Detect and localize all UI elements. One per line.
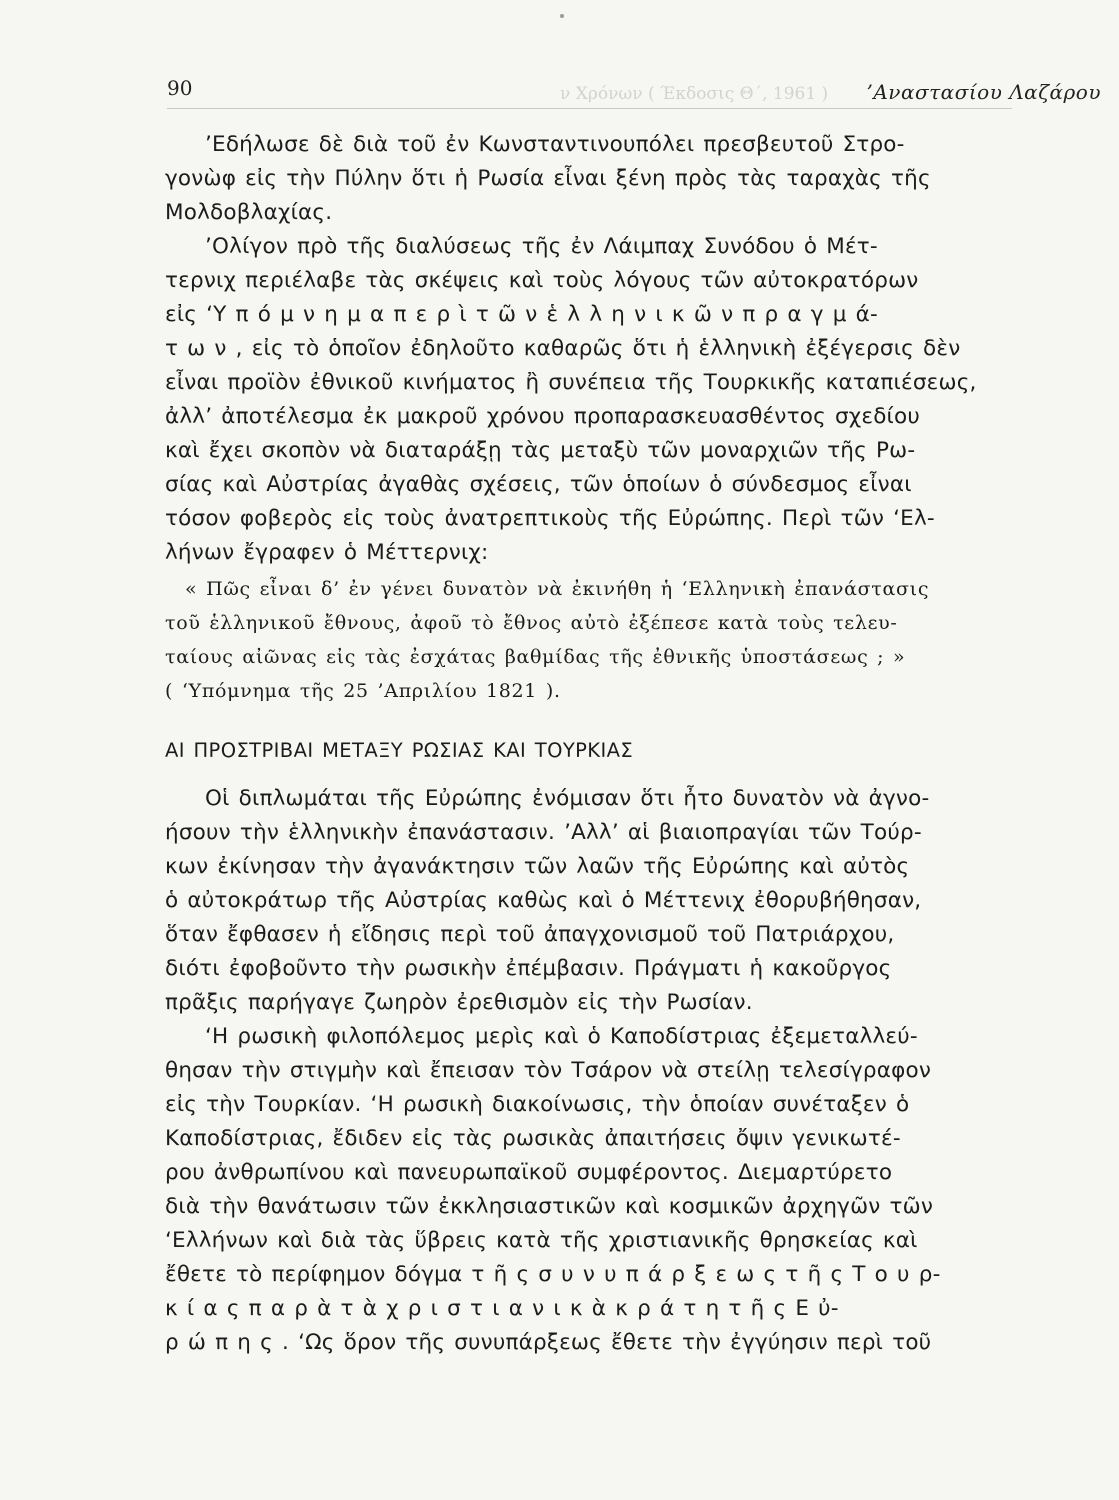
quote-line: τοῦ ἑλληνικοῦ ἔθνους, ἀφοῦ τὸ ἔθνος αὐτὸ ἐξέπεσε κατὰ τοὺς τελευ- bbox=[165, 612, 898, 634]
text-line: Μολδοβλαχίας. bbox=[165, 200, 333, 225]
page-number: 90 bbox=[167, 76, 193, 100]
speck bbox=[560, 14, 564, 18]
text-line: κ ί α ς π α ρ ὰ τ ὰ χ ρ ι σ τ ι α ν ι κ ὰ κ ρ ά τ η τ ῆ ς Ε ὐ- bbox=[165, 1296, 839, 1321]
text-line: ήσουν τὴν ἑλληνικὴν ἐπανάστασιν. ’Αλλ’ αἱ βιαιοπραγίαι τῶν Τούρ- bbox=[165, 820, 922, 845]
text-line: σίας καὶ Αὐστρίας ἀγαθὰς σχέσεις, τῶν ὁποίων ὁ σύνδεσμος εἶναι bbox=[165, 472, 912, 497]
text-line: θησαν τὴν στιγμὴν καὶ ἔπεισαν τὸν Τσάρον νὰ στείλῃ τελεσίγραφον bbox=[165, 1058, 932, 1083]
text-line: ὁ αὐτοκράτωρ τῆς Αὐστρίας καθὼς καὶ ὁ Μέττενιχ ἐθορυβήθησαν, bbox=[165, 888, 922, 913]
text-line: διὰ τὴν θανάτωσιν τῶν ἐκκλησιαστικῶν καὶ κοσμικῶν ἀρχηγῶν τῶν bbox=[165, 1194, 934, 1219]
running-head: ’Αναστασίου Λαζάρου bbox=[866, 80, 1101, 104]
quote-line: « Πῶς εἶναι δ’ ἐν γένει δυνατὸν νὰ ἐκινήθη ἡ ‘Ελληνικὴ ἐπανάστασις bbox=[185, 578, 930, 600]
quote-line: ταίους αἰῶνας εἰς τὰς ἐσχάτας βαθμίδας τῆς ἐθνικῆς ὑποστάσεως ; » bbox=[165, 646, 906, 668]
text-line: ρ ώ π η ς . ‘Ως ὅρον τῆς συνυπάρξεως ἔθετε τὴν ἐγγύησιν περὶ τοῦ bbox=[165, 1330, 932, 1355]
text-line: τερνιχ περιέλαβε τὰς σκέψεις καὶ τοὺς λόγους τῶν αὐτοκρατόρων bbox=[165, 268, 919, 293]
header-rule bbox=[167, 108, 1012, 109]
text-line: ἔθετε τὸ περίφημον δόγμα τ ῆ ς σ υ ν υ π ά ρ ξ ε ω ς τ ῆ ς Τ ο υ ρ- bbox=[165, 1262, 941, 1287]
text-line: ’Ολίγον πρὸ τῆς διαλύσεως τῆς ἐν Λάιμπαχ Συνόδου ὁ Μέτ- bbox=[205, 234, 878, 259]
text-line: εἶναι προϊὸν ἐθνικοῦ κινήματος ἢ συνέπεια τῆς Τουρκικῆς καταπιέσεως, bbox=[165, 370, 977, 395]
text-line: ‘Ελλήνων καὶ διὰ τὰς ὕβρεις κατὰ τῆς χριστιανικῆς θρησκείας καὶ bbox=[165, 1228, 918, 1253]
text-line: γονὼφ εἰς τὴν Πύλην ὅτι ἡ Ρωσία εἶναι ξένη πρὸς τὰς ταραχὰς τῆς bbox=[165, 166, 931, 191]
text-line: εἰς ‘Υ π ό μ ν η μ α π ε ρ ὶ τ ῶ ν ἑ λ λ η ν ι κ ῶ ν π ρ α γ μ ά- bbox=[165, 302, 878, 327]
text-line: διότι ἐφοβοῦντο τὴν ρωσικὴν ἐπέμβασιν. Πράγματι ἡ κακοῦργος bbox=[165, 956, 892, 981]
text-line: Οἱ διπλωμάται τῆς Εὐρώπης ἐνόμισαν ὅτι ἦτο δυνατὸν νὰ ἀγνο- bbox=[205, 786, 930, 811]
text-line: κων ἐκίνησαν τὴν ἀγανάκτησιν τῶν λαῶν τῆς Εὐρώπης καὶ αὐτὸς bbox=[165, 854, 910, 879]
text-line: ρου ἀνθρωπίνου καὶ πανευρωπαϊκοῦ συμφέροντος. Διεμαρτύρετο bbox=[165, 1160, 893, 1185]
bleed-through-text: ν Χρόνων ( Έκδοσις Θ΄, 1961 ) bbox=[560, 84, 829, 104]
text-line: πρᾶξις παρήγαγε ζωηρὸν ἐρεθισμὸν εἰς τὴν Ρωσίαν. bbox=[165, 990, 753, 1015]
text-line: λήνων ἔγραφεν ὁ Μέττερνιχ: bbox=[165, 540, 489, 565]
text-line: ἀλλ’ ἀποτέλεσμα ἐκ μακροῦ χρόνου προπαρασκευασθέντος σχεδίου bbox=[165, 404, 921, 429]
text-line: Καποδίστριας, ἔδιδεν εἰς τὰς ρωσικὰς ἀπαιτήσεις ὄψιν γενικωτέ- bbox=[165, 1126, 901, 1151]
text-line: τόσον φοβερὸς εἰς τοὺς ἀνατρεπτικοὺς τῆς Εὐρώπης. Περὶ τῶν ‘Ελ- bbox=[165, 506, 935, 531]
text-line: ‘Η ρωσικὴ φιλοπόλεμος μερὶς καὶ ὁ Καποδίστριας ἐξεμεταλλεύ- bbox=[205, 1024, 918, 1049]
text-line: τ ω ν , εἰς τὸ ὁποῖον ἐδηλοῦτο καθαρῶς ὅτι ἡ ἑλληνικὴ ἐξέγερσις δὲν bbox=[165, 336, 961, 361]
text-line: καὶ ἔχει σκοπὸν νὰ διαταράξῃ τὰς μεταξὺ τῶν μοναρχιῶν τῆς Ρω- bbox=[165, 438, 916, 463]
text-line: ὅταν ἔφθασεν ἡ εἴδησις περὶ τοῦ ἀπαγχονισμοῦ τοῦ Πατριάρχου, bbox=[165, 922, 895, 947]
section-heading: ΑΙ ΠΡΟΣΤΡΙΒΑΙ ΜΕΤΑΞΥ ΡΩΣΙΑΣ ΚΑΙ ΤΟΥΡΚΙΑΣ bbox=[165, 739, 634, 762]
text-line: ’Εδήλωσε δὲ διὰ τοῦ ἐν Κωνσταντινουπόλει πρεσβευτοῦ Στρο- bbox=[205, 132, 905, 157]
text-line: εἰς τὴν Τουρκίαν. ‘Η ρωσικὴ διακοίνωσις, τὴν ὁποίαν συνέταξεν ὁ bbox=[165, 1092, 910, 1117]
quote-line: ( ‘Υπόμνημα τῆς 25 ’Απριλίου 1821 ). bbox=[165, 680, 561, 702]
